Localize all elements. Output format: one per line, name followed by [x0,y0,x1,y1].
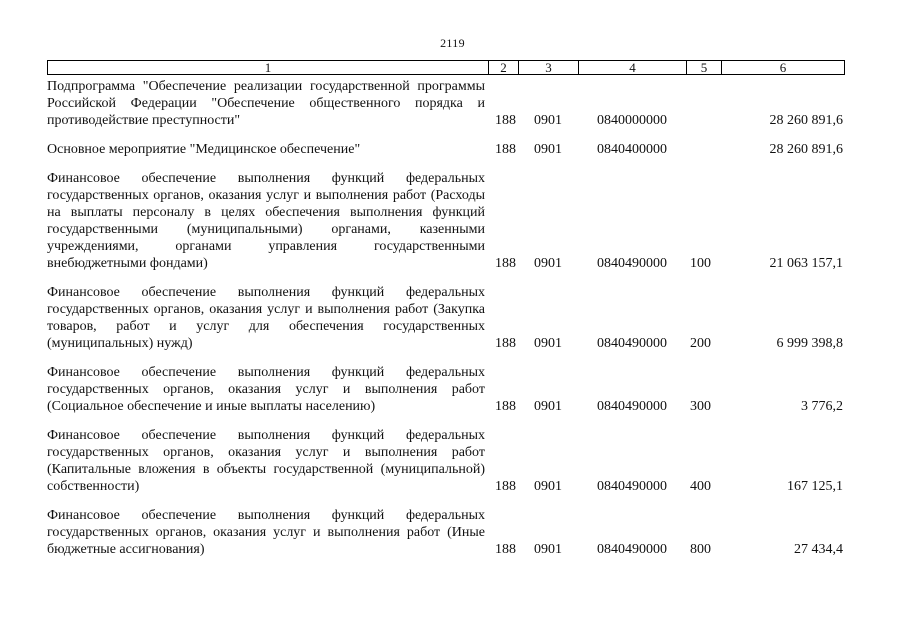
row-col-3: 0901 [534,336,562,351]
page-number: 2119 [440,36,465,50]
table-header [47,60,845,75]
row-col-6: 28 260 891,6 [769,142,843,157]
row-col-4: 0840000000 [597,113,667,128]
table-row [47,364,845,415]
row-col-5: 100 [690,256,711,271]
row-col-3: 0901 [534,399,562,414]
table-row [47,78,845,129]
table-row [47,427,845,495]
row-col-4: 0840490000 [597,479,667,494]
row-col-4: 0840490000 [597,542,667,557]
row-col-2: 188 [495,479,516,494]
row-col-5: 300 [690,399,711,414]
row-col-2: 188 [495,113,516,128]
row-description: Основное мероприятие "Медицинское обеспечение" [47,142,361,157]
row-col-4: 0840490000 [597,256,667,271]
row-col-3: 0901 [534,113,562,128]
row-col-2: 188 [495,399,516,414]
row-col-5: 400 [690,479,711,494]
header-col-2: 2 [489,61,519,74]
row-description: Финансовое обеспечение выполнения функций федеральных государственных органов, оказания услуг и выполнения работ (Социальное обеспечение и иные выплаты населению) [47,365,485,414]
row-col-3: 0901 [534,542,562,557]
row-description: Финансовое обеспечение выполнения функций федеральных государственных органов, оказания услуг и выполнения работ (Закупка товаров, работ и услуг для обеспечения государственных (муниципальных) нужд) [47,285,485,351]
header-col-6: 6 [779,60,787,75]
row-description: Финансовое обеспечение выполнения функций федеральных государственных органов, оказания услуг и выполнения работ (Капитальные вложения в объекты государственной (муниципальной) собственности) [47,428,485,494]
row-description: Подпрограмма "Обеспечение реализации государственной программы Российской Федерации "Обеспечение общественного порядка и противодействие преступности" [47,79,485,128]
header-col-5: 5 [687,61,722,74]
row-col-4: 0840490000 [597,336,667,351]
row-description: Финансовое обеспечение выполнения функций федеральных государственных органов, оказания услуг и выполнения работ (Иные бюджетные ассигнования) [47,508,485,557]
row-col-6: 167 125,1 [787,479,843,494]
table-row [47,170,845,272]
table-row [47,507,845,558]
row-col-2: 188 [495,542,516,557]
table-body [47,78,845,570]
row-col-3: 0901 [534,142,562,157]
row-col-6: 28 260 891,6 [769,113,843,128]
row-col-5: 800 [690,542,711,557]
header-col-1: 1 [48,61,489,74]
row-col-6: 3 776,2 [801,399,843,414]
header-col-4: 4 [579,61,687,74]
row-col-2: 188 [495,256,516,271]
row-description: Финансовое обеспечение выполнения функций федеральных государственных органов, оказания услуг и выполнения работ (Расходы на выплаты персоналу в целях обеспечения выполнения функций государственными (муниципальными) органами, казенными учреждениями, органами управления государственными внебюджетными фондами) [47,171,485,271]
row-col-3: 0901 [534,479,562,494]
row-col-4: 0840400000 [597,142,667,157]
table-row [47,284,845,352]
row-col-2: 188 [495,336,516,351]
row-col-6: 21 063 157,1 [769,256,843,271]
row-col-6: 6 999 398,8 [776,336,843,351]
row-col-5: 200 [690,336,711,351]
row-col-3: 0901 [534,256,562,271]
row-col-2: 188 [495,142,516,157]
table-row [47,141,845,158]
header-col-3: 3 [519,61,579,74]
row-col-6: 27 434,4 [794,542,843,557]
row-col-4: 0840490000 [597,399,667,414]
